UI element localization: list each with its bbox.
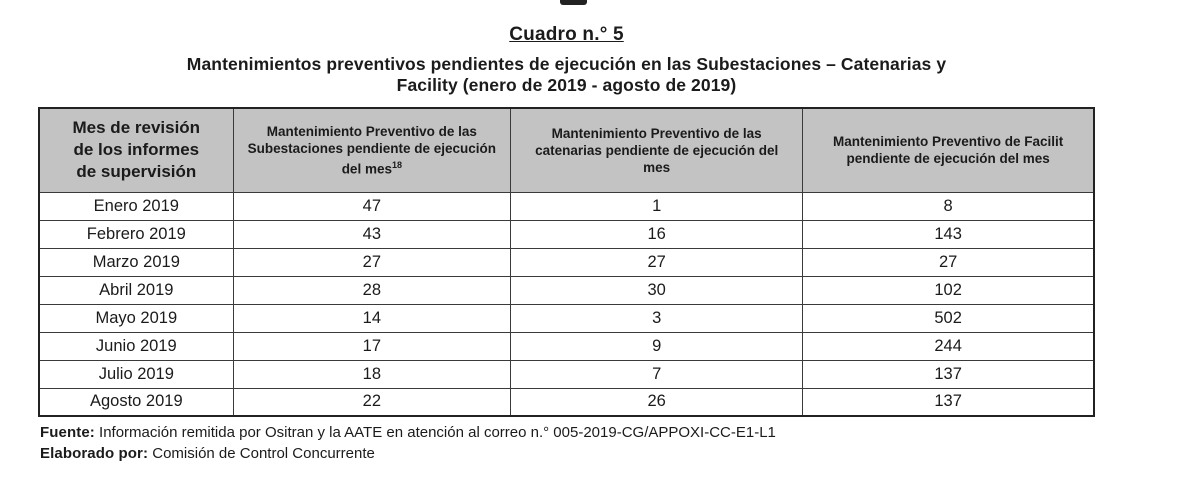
cell-subestaciones: 18: [233, 360, 510, 388]
cell-subestaciones: 27: [233, 248, 510, 276]
table-number-heading: Cuadro n.° 5: [509, 24, 624, 45]
cell-month: Julio 2019: [39, 360, 233, 388]
elaborated-by-text: Comisión de Control Concurrente: [148, 445, 375, 462]
cell-subestaciones: 28: [233, 276, 510, 304]
cell-month: Marzo 2019: [39, 248, 233, 276]
scan-artifact: [560, 0, 587, 5]
table-body: [39, 192, 1094, 416]
cell-subestaciones: 14: [233, 304, 510, 332]
table-row: [39, 332, 1094, 360]
column-header-subestaciones-text: Mantenimiento Preventivo de las Subestaciones pendiente de ejecución del mes: [247, 124, 496, 177]
document-title-line1: Mantenimientos preventivos pendientes de ejecución en las Subestaciones – Catenarias y: [186, 54, 947, 74]
cell-month: Mayo 2019: [39, 304, 233, 332]
cell-facility: 502: [803, 304, 1094, 332]
column-header-month: Mes de revisión de los informes de supervisión: [39, 108, 233, 192]
cell-subestaciones: 22: [233, 388, 510, 416]
cell-facility: 143: [803, 220, 1094, 248]
cell-catenarias: 9: [511, 332, 803, 360]
table-header: [39, 108, 1094, 192]
column-header-facility: Mantenimiento Preventivo de Facilit pendiente de ejecución del mes: [803, 108, 1094, 192]
cell-catenarias: 1: [511, 192, 803, 220]
cell-facility: 27: [803, 248, 1094, 276]
source-line: [40, 422, 1095, 443]
column-header-subestaciones: [233, 108, 510, 192]
cell-subestaciones: 47: [233, 192, 510, 220]
cell-facility: 137: [803, 388, 1094, 416]
document-title-line2: Facility (enero de 2019 - agosto de 2019): [396, 75, 737, 95]
cell-subestaciones: 43: [233, 220, 510, 248]
cell-catenarias: 30: [511, 276, 803, 304]
cell-facility: 244: [803, 332, 1094, 360]
cell-facility: 102: [803, 276, 1094, 304]
cell-catenarias: 3: [511, 304, 803, 332]
cell-catenarias: 27: [511, 248, 803, 276]
cell-month: Abril 2019: [39, 276, 233, 304]
cell-month: Agosto 2019: [39, 388, 233, 416]
column-header-catenarias: Mantenimiento Preventivo de las catenarias pendiente de ejecución del mes: [511, 108, 803, 192]
document-title: [38, 54, 1095, 96]
elaborated-by-label: Elaborado por:: [40, 445, 149, 462]
cell-catenarias: 26: [511, 388, 803, 416]
cell-facility: 8: [803, 192, 1094, 220]
table-row: [39, 276, 1094, 304]
cell-month: Junio 2019: [39, 332, 233, 360]
table-row: [39, 248, 1094, 276]
table-row: [39, 192, 1094, 220]
cell-month: Enero 2019: [39, 192, 233, 220]
cell-catenarias: 16: [511, 220, 803, 248]
document-footer: [40, 422, 1095, 464]
cell-facility: 137: [803, 360, 1094, 388]
table-row: [39, 360, 1094, 388]
cell-subestaciones: 17: [233, 332, 510, 360]
document-content: [38, 24, 1095, 464]
cell-month: Febrero 2019: [39, 220, 233, 248]
source-text: Información remitida por Ositran y la AATE en atención al correo n.° 005-2019-CG/APPOXI-CC-E1-L1: [94, 424, 776, 441]
table-header-row: [39, 108, 1094, 192]
maintenance-table: [38, 107, 1095, 417]
elaborated-by-line: [40, 443, 1095, 464]
table-row: [39, 304, 1094, 332]
table-row: [39, 388, 1094, 416]
cell-catenarias: 7: [511, 360, 803, 388]
footnote-reference-18: 18: [391, 160, 402, 170]
source-label: Fuente:: [40, 424, 95, 441]
table-row: [39, 220, 1094, 248]
